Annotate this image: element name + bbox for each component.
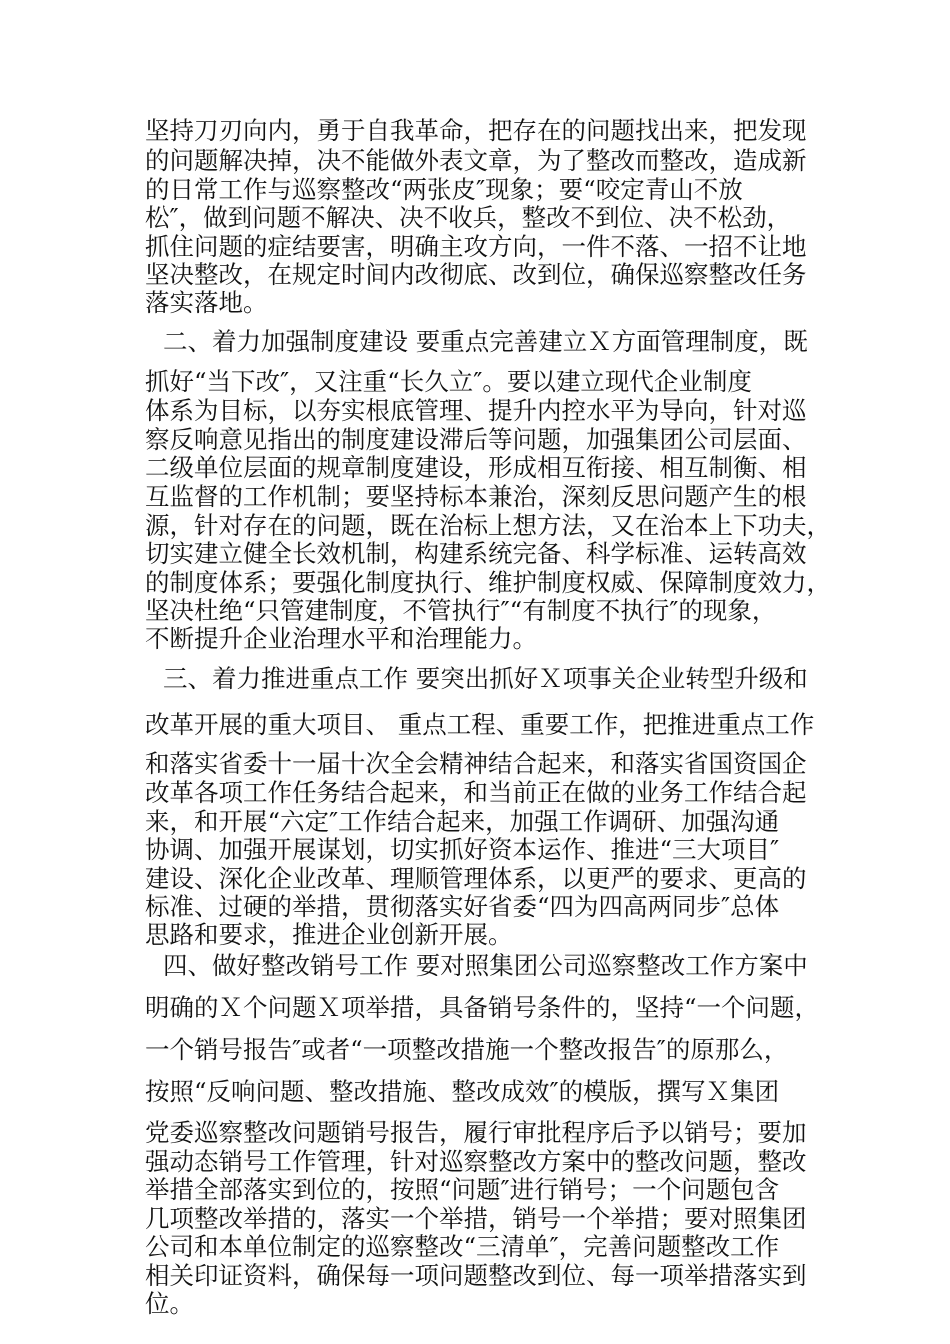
text-line: 相关印证资料，确保每一项问题整改到位、每一项举措落实到 [145, 1261, 807, 1290]
text-line: 坚决杜绝“只管建制度，不管执行″“有制度不执行″的现象， [145, 596, 777, 625]
text-line: 强动态销号工作管理，针对巡察整改方案中的整改问题，整改 [145, 1147, 807, 1176]
section-heading-4: 四、做好整改销号工作 要对照集团公司巡察整改工作方案中 [163, 951, 808, 980]
text-line: 公司和本单位制定的巡察整改“三清单″，完善问题整改工作 [145, 1232, 780, 1261]
text-line: 察反响意见指出的制度建设滞后等问题，加强集团公司层面、 [145, 425, 807, 454]
text-line: 体系为目标，以夯实根底管理、提升内控水平为导向，针对巡 [145, 396, 807, 425]
text-line: 建设、深化企业改革、理顺管理体系，以更严的要求、更高的 [145, 864, 807, 893]
text-line: 抓住问题的症结要害，明确主攻方向，一件不落、一招不让地 [145, 232, 807, 261]
text-line: 来，和开展“六定″工作结合起来，加强工作调研、加强沟通 [145, 807, 780, 836]
text-line: 的问题解决掉，决不能做外表文章，为了整改而整改，造成新 [145, 146, 807, 175]
text-line: 一个销号报告″或者“一项整改措施一个整改报告″的原那么， [145, 1035, 789, 1064]
text-line: 落实落地。 [145, 288, 268, 317]
text-line: 的日常工作与巡察整改“两张皮″现象；要“咬定青山不放 [145, 175, 743, 204]
text-line: 明确的Ｘ个问题Ｘ项举措，具备销号条件的，坚持“一个问题， [145, 993, 820, 1022]
text-line: 几项整改举措的，落实一个举措，销号一个举措；要对照集团 [145, 1204, 807, 1233]
text-line: 位。 [145, 1289, 194, 1318]
section-heading-3: 三、着力推进重点工作 要突出抓好Ｘ项事关企业转型升级和 [163, 664, 808, 693]
text-line: 坚决整改，在规定时间内改彻底、改到位，确保巡察整改任务 [145, 260, 807, 289]
text-line: 改革开展的重大项目、 重点工程、重要工作，把推进重点工作 [145, 710, 815, 739]
text-line: 坚持刀刃向内，勇于自我革命，把存在的问题找出来，把发现 [145, 116, 807, 145]
text-line: 二级单位层面的规章制度建设，形成相互衔接、相互制衡、相 [145, 453, 807, 482]
text-line: 互监督的工作机制；要坚持标本兼治，深刻反思问题产生的根 [145, 482, 807, 511]
text-line: 思路和要求，推进企业创新开展。 [145, 920, 513, 949]
text-line: 松″，做到问题不解决、决不收兵，整改不到位、决不松劲， [145, 203, 792, 232]
text-line: 不断提升企业治理水平和治理能力。 [145, 624, 537, 653]
text-line: 举措全部落实到位的，按照“问题″进行销号；一个问题包含 [145, 1175, 780, 1204]
text-line: 改革各项工作任务结合起来，和当前正在做的业务工作结合起 [145, 778, 807, 807]
section-heading-2: 二、着力加强制度建设 要重点完善建立Ｘ方面管理制度，既 [163, 327, 808, 356]
text-line: 源，针对存在的问题，既在治标上想方法，又在治本上下功夫， [145, 511, 831, 540]
text-line: 和落实省委十一届十次全会精神结合起来，和落实省国资国企 [145, 749, 807, 778]
text-line: 抓好“当下改″，又注重“长久立″。要以建立现代企业制度 [145, 367, 752, 396]
text-line: 的制度体系；要强化制度执行、维护制度权威、保障制度效力， [145, 568, 831, 597]
text-line: 标准、过硬的举措，贯彻落实好省委“四为四高两同步″总体 [145, 892, 780, 921]
text-line: 按照“反响问题、整改措施、整改成效″的模版，撰写Ｘ集团 [145, 1077, 780, 1106]
text-line: 切实建立健全长效机制，构建系统完备、科学标准、运转高效 [145, 539, 807, 568]
text-line: 协调、加强开展谋划，切实抓好资本运作、推进“三大项目″ [145, 835, 780, 864]
text-line: 党委巡察整改问题销号报告，履行审批程序后予以销号；要加 [145, 1118, 807, 1147]
